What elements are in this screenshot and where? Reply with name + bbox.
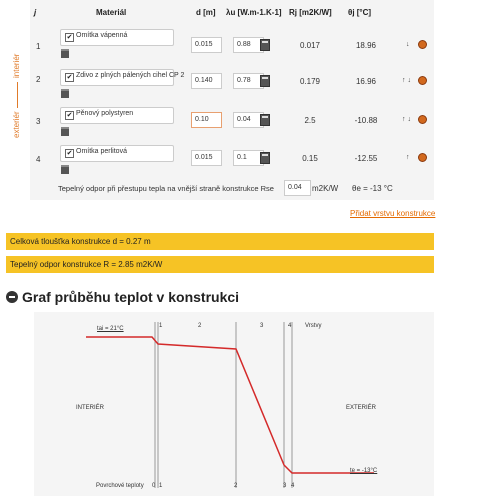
layer-number-4: 4: [288, 323, 292, 329]
layer-number-1: 1: [159, 323, 163, 329]
row-1-material: Omítka vápenná: [76, 32, 128, 39]
col-theta-header: θj [°C]: [348, 8, 372, 17]
row-4-number: 4: [36, 155, 41, 164]
row-1-number: 1: [36, 42, 41, 51]
row-2-theta: 16.96: [355, 77, 377, 86]
col-material-header: Materiál: [96, 8, 127, 17]
row-2-number: 2: [36, 75, 41, 84]
interior-side-label: interiér: [12, 53, 21, 78]
row-3-material: Pěnový polystyren: [76, 110, 134, 117]
surface-number-1: 1: [159, 483, 163, 489]
row-4-material: Omítka perlitová: [76, 148, 127, 155]
surface-temps-label: Povrchové teploty: [96, 483, 144, 489]
row-3-theta: -10.88: [354, 116, 378, 125]
row-4-lambda-input[interactable]: 0.1: [233, 150, 264, 166]
layers-label: Vrstvy: [305, 323, 322, 329]
exterior-label: EXTERIÉR: [346, 405, 377, 411]
row-4-checkbox[interactable]: ✔: [66, 150, 73, 157]
layer-number-3: 3: [260, 323, 264, 329]
thickness-bar: Celková tloušťka konstrukce d = 0.27 m: [6, 233, 434, 250]
row-3-d-input[interactable]: 0.10: [191, 112, 222, 128]
row-3-r: 2.5: [304, 116, 316, 125]
col-j-header: j: [34, 8, 37, 17]
col-d-header: d [m]: [196, 8, 216, 17]
add-layer-link[interactable]: Přidat vrstvu konstrukce: [350, 209, 436, 218]
row-1-checkbox[interactable]: ✔: [66, 34, 73, 41]
row-1-lambda-input[interactable]: 0.88: [233, 37, 264, 53]
row-4-theta: -12.55: [354, 154, 378, 163]
rse-label: Tepelný odpor při přestupu tepla na vnější straně konstrukce Rse: [58, 184, 274, 193]
surface-number-3: 3: [283, 483, 287, 489]
row-1-theta: 18.96: [355, 41, 377, 50]
row-1-r: 0.017: [299, 41, 321, 50]
col-r-header: Rj [m2K/W]: [289, 8, 332, 17]
graph-title: Graf průběhu teplot v konstrukci: [22, 289, 240, 305]
move-arrows-icon[interactable]: ↑ ↓: [402, 116, 411, 123]
row-3-number: 3: [36, 117, 41, 126]
interior-label: INTERIÉR: [76, 405, 105, 411]
exterior-side-label: exteriér: [12, 111, 21, 138]
row-2-r: 0.179: [299, 77, 321, 86]
row-4-r: 0.15: [302, 154, 318, 163]
move-arrows-icon[interactable]: ↑ ↓: [402, 77, 411, 84]
tae-label: te = -13°C: [350, 468, 378, 474]
surface-number-2: 2: [234, 483, 238, 489]
surface-number-4: 4: [291, 483, 295, 489]
rse-input[interactable]: 0.04: [284, 180, 311, 196]
row-2-lambda-input[interactable]: 0.78: [233, 73, 264, 89]
surface-number-0: 0: [152, 483, 156, 489]
layer-number-2: 2: [198, 323, 202, 329]
row-2-material: Zdivo z plných pálených cihel CP 2: [76, 72, 185, 79]
row-3-checkbox[interactable]: ✔: [66, 112, 73, 119]
row-1-d-input[interactable]: 0.015: [191, 37, 222, 53]
row-2-d-input[interactable]: 0.140: [191, 73, 222, 89]
move-arrows-icon[interactable]: ↓: [406, 41, 410, 48]
row-3-lambda-input[interactable]: 0.04: [233, 112, 264, 128]
rse-unit: m2K/W: [312, 184, 339, 193]
move-arrows-icon[interactable]: ↑: [406, 154, 410, 161]
col-lambda-header: λu [W.m-1.K-1]: [226, 8, 282, 17]
resistance-bar: Tepelný odpor konstrukce R = 2.85 m2K/W: [6, 256, 434, 273]
row-2-checkbox[interactable]: ✔: [66, 74, 73, 81]
tai-label: tai = 21°C: [97, 326, 124, 332]
row-4-d-input[interactable]: 0.015: [191, 150, 222, 166]
theta-e-label: θe = -13 °C: [352, 184, 393, 193]
